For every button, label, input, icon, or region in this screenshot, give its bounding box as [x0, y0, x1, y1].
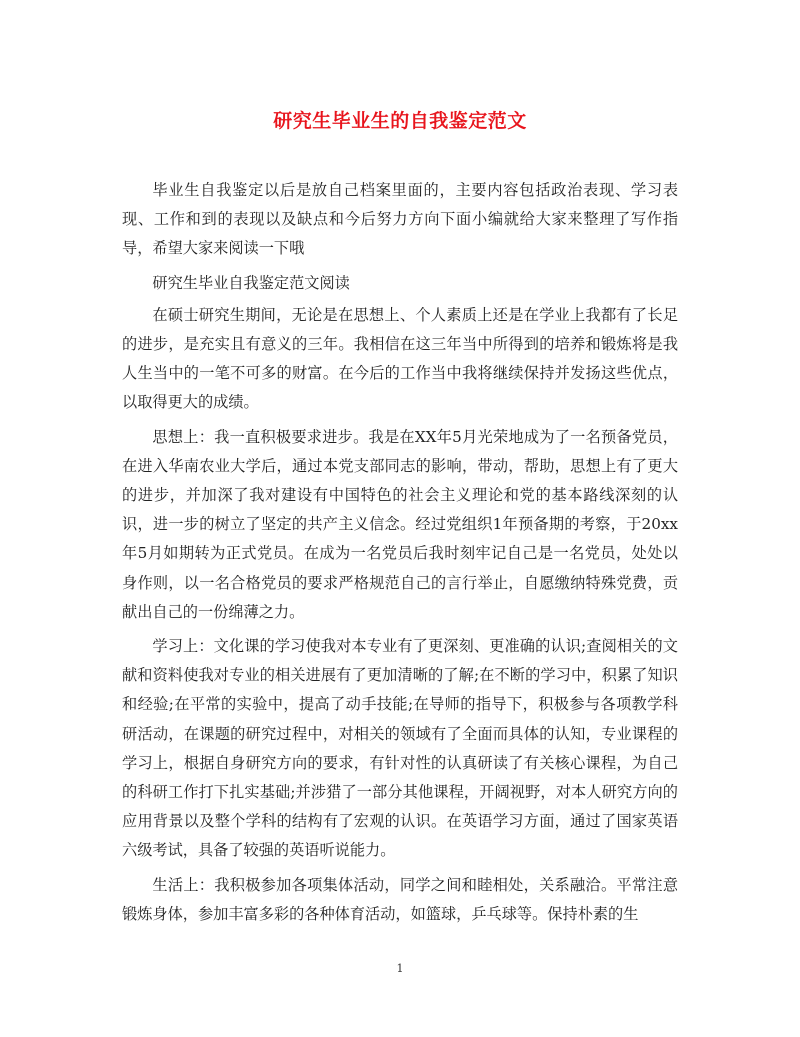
paragraph-ideology: 思想上：我一直积极要求进步。我是在XX年5月光荣地成为了一名预备党员，在进入华南农业大学后，通过本党支部同志的影响，带动，帮助，思想上有了更大的进步，并加深了我对建设有中国特色的社会主义理论和党的基本路线深刻的认识，进一步的树立了坚定的共产主义信念。经过党组织1年预备期的考察，于20xx年5月如期转为正式党员。在成为一名党员后我时刻牢记自己是一名党员，处处以身作则，以一名合格党员的要求严格规范自己的言行举止，自愿缴纳特殊党费，贡献出自己的一份绵薄之力。	[122, 427, 678, 621]
document-title: 研究生毕业生的自我鉴定范文	[273, 110, 527, 132]
paragraph-life: 生活上：我积极参加各项集体活动，同学之间和睦相处，关系融洽。平常注意锻炼身体，参加丰富多彩的各种体育活动，如篮球，乒乓球等。保持朴素的生	[122, 875, 678, 923]
paragraph-study: 学习上：文化课的学习使我对本专业有了更深刻、更准确的认识;查阅相关的文献和资料使我对专业的相关进展有了更加清晰的了解;在不断的学习中，积累了知识和经验;在平常的实验中，提高了动手技能;在导师的指导下，积极参与各项教学科研活动，在课题的研究过程中，对相关的领域有了全面而具体的认知，专业课程的学习上，根据自身研究方向的要求，有针对性的认真研读了有关核心课程，为自己的科研工作打下扎实基础;并涉猎了一部分其他课程，开阔视野，对本人研究方向的应用背景以及整个学科的结构有了宏观的认识。在英语学习方面，通过了国家英语六级考试，具备了较强的英语听说能力。	[122, 637, 678, 860]
document-body	[122, 176, 678, 934]
paragraph-summary: 在硕士研究生期间，无论是在思想上、个人素质上还是在学业上我都有了长足的进步，是充实且有意义的三年。我相信在这三年当中所得到的培养和锻炼将是我人生当中的一笔不可多的财富。在今后的工作当中我将继续保持并发扬这些优点，以取得更大的成绩。	[122, 305, 678, 412]
section-subtitle: 研究生毕业自我鉴定范文阅读	[152, 273, 350, 292]
page-number: 1	[396, 962, 404, 975]
intro-paragraph: 毕业生自我鉴定以后是放自己档案里面的，主要内容包括政治表现、学习表现、工作和到的表现以及缺点和今后努力方向下面小编就给大家来整理了写作指导，希望大家来阅读一下哦	[122, 181, 678, 258]
